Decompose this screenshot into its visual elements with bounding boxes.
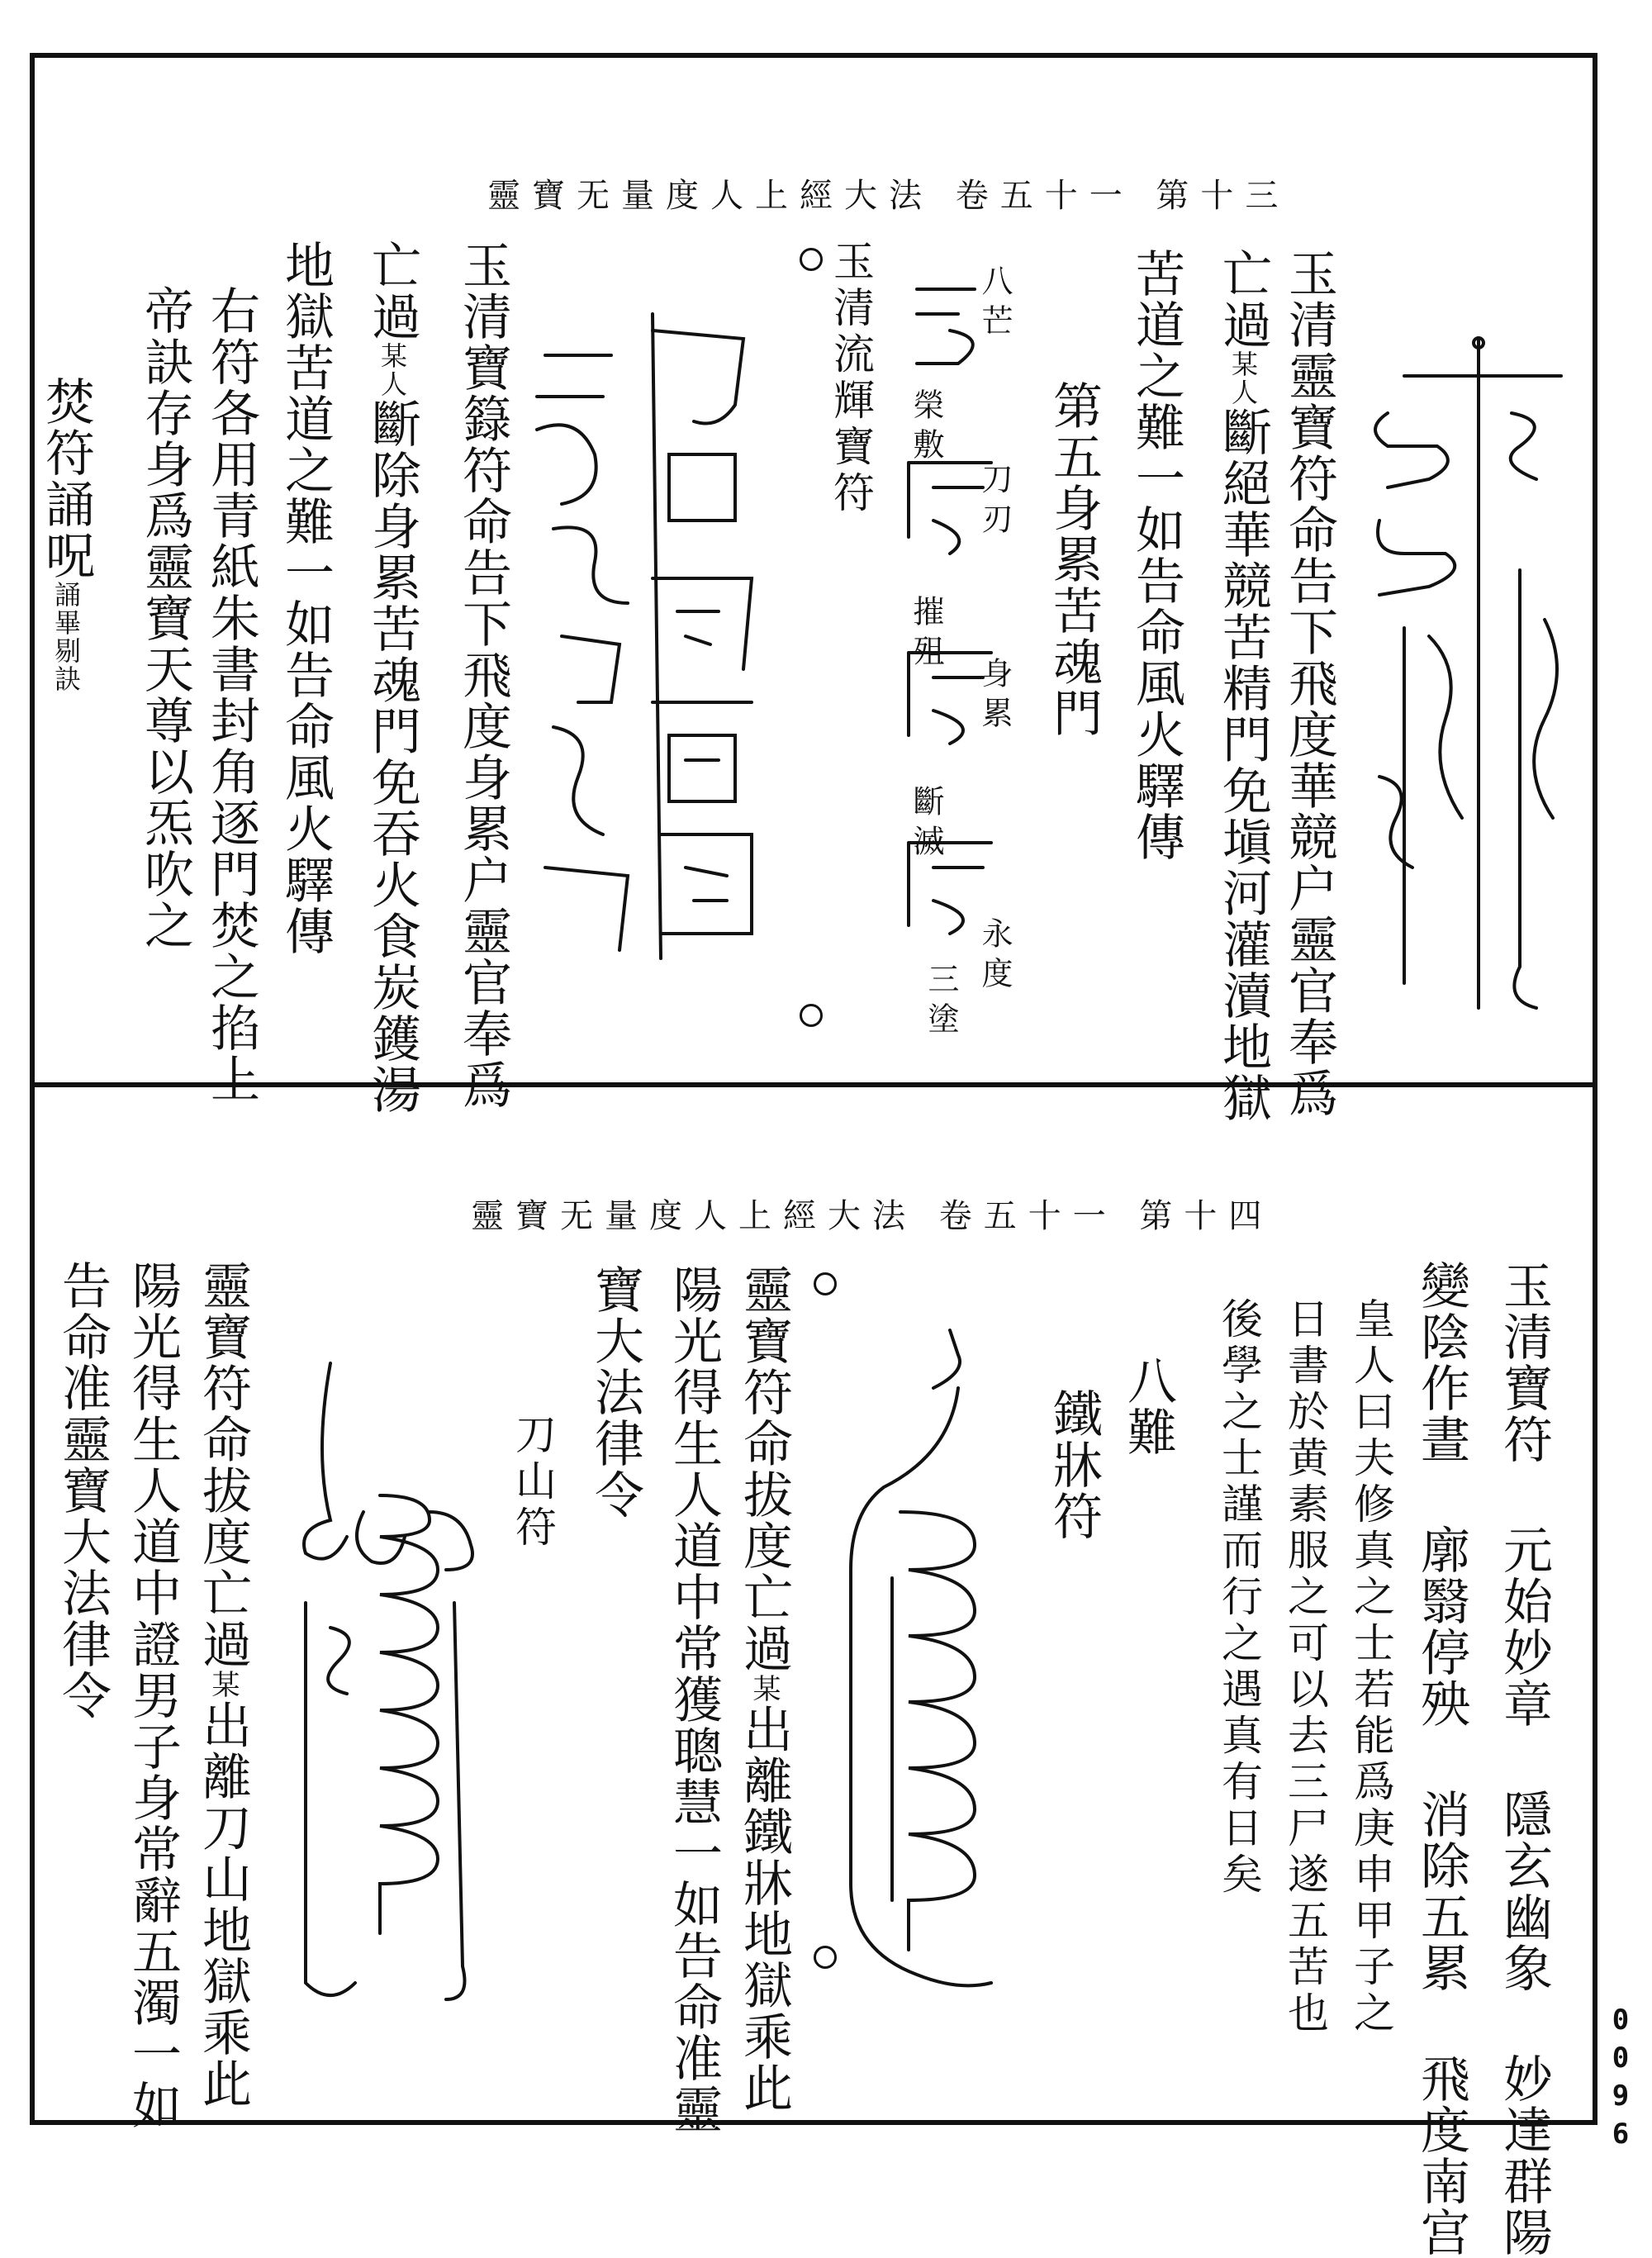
label-3: 刀刃: [976, 463, 1013, 542]
bottom-col-2: 變陰作晝 廓翳停殃 消除五累 飛度南宫: [1412, 1260, 1470, 2258]
label-2: 榮敷: [908, 388, 944, 468]
bottom-col-3: 皇人曰夫修真之士若能爲庚申甲子之: [1347, 1297, 1395, 2037]
mark-circle: [800, 248, 823, 271]
top-col-9: 右符各用青紙朱書封角逐門焚之掐上: [202, 285, 260, 1105]
bottom-col-4: 日書於黄素服之可以去三尸遂五苦也: [1281, 1297, 1329, 2037]
bottom-col-13: 陽光得生人道中證男子身常辭五濁一如: [124, 1260, 182, 2131]
page-number: 0096: [1604, 2004, 1637, 2156]
top-col-3: 苦道之難一如告命風火驛傳: [1127, 248, 1185, 863]
bottom-header: 靈寶无量度人上經大法 卷五十一 第十四: [471, 1197, 1274, 1235]
top-col-11: 焚符誦呪誦畢剔訣: [37, 376, 95, 693]
top-col-1: 玉清靈寶符命告下飛度華競户靈官奉爲: [1280, 248, 1338, 1119]
top-col-10: 帝訣存身爲靈寶天尊以炁吹之: [136, 285, 194, 951]
label-4: 摧殂: [908, 595, 944, 674]
bottom-col-5: 後學之士謹而行之遇真有日矣: [1215, 1297, 1263, 1899]
bottom-col-8: 靈寶符命拔度亡過某出離鐵牀地獄乘此: [735, 1264, 793, 2113]
mark-circle: [814, 1946, 837, 1969]
bottom-col-11: 刀山符: [509, 1413, 557, 1552]
label-7: 永度: [976, 917, 1013, 996]
bottom-col-1: 玉清寶符 元始妙章 隱玄幽象 妙達群陽: [1495, 1260, 1553, 2258]
top-col-8: 地獄苦道之難一如告命風火驛傳: [277, 240, 335, 957]
bottom-col-10: 寶大法律令: [586, 1264, 644, 1520]
top-col-7: 亡過某人斷除身累苦魂門免吞火食炭鑊湯: [363, 240, 421, 1115]
top-col-2: 亡過某人斷絕華競苦精門免塡河灌瀆地獄: [1214, 248, 1272, 1124]
top-col-6: 玉清寶籙符命告下飛度身累户靈官奉爲: [454, 240, 512, 1110]
top-col-4: 第五身累苦魂門: [1045, 380, 1103, 739]
talisman-top-right-icon: [1355, 322, 1569, 1016]
bottom-col-14: 告命准靈寶大法律令: [54, 1260, 112, 1721]
mark-circle: [814, 1272, 837, 1295]
label-8: 三塗: [923, 963, 959, 1042]
bottom-col-7: 鐵牀符: [1045, 1388, 1103, 1542]
panel-divider: [30, 1082, 1597, 1087]
label-1: 八芒: [976, 264, 1013, 344]
bottom-col-12: 靈寶符命拔度亡過某出離刀山地獄乘此: [194, 1260, 252, 2109]
bottom-col-9: 陽光得生人道中常獲聰慧一如告命准靈: [665, 1264, 723, 2135]
talisman-bottom-right-icon: [834, 1322, 999, 2008]
mark-circle: [800, 1004, 823, 1027]
label-5: 身累: [976, 657, 1013, 736]
talisman-top-left-icon: [529, 306, 768, 967]
top-col-5: 玉清流輝寶符: [827, 240, 875, 517]
top-header: 靈寶无量度人上經大法 卷五十一 第十三: [487, 177, 1290, 215]
label-6: 斷滅: [908, 785, 944, 864]
bottom-col-6: 八難: [1119, 1355, 1177, 1457]
talisman-bottom-left-icon: [281, 1355, 496, 2008]
